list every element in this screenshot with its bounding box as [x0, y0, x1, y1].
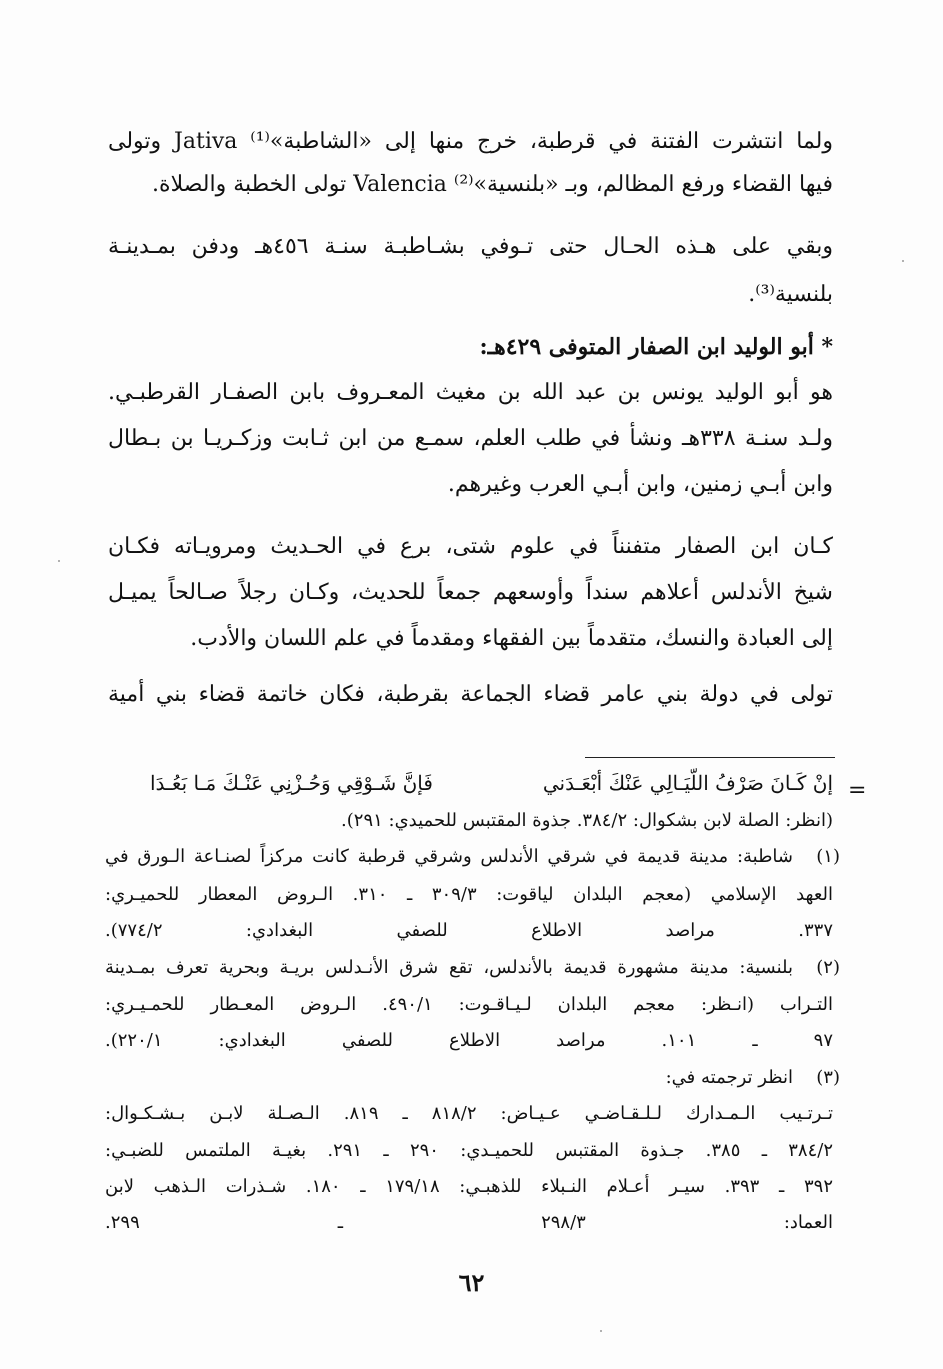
body-line: هو أبو الوليد يونس بن عبد الله بن مغيث المعـروف بابن الصفـار القرطبـي. — [108, 380, 833, 405]
scan-speck — [58, 560, 60, 562]
footnote-line: شاطبة: مدينة قديمة في شرقي الأندلس وشرقي قرطبة كانت مركزاً لصنـاعة الـورق في — [105, 846, 793, 867]
footnote-number: (١) — [816, 846, 840, 867]
continuation-mark: = — [848, 778, 867, 803]
footnote-line: التـراب (انـظر: معجم البلدان لـيـاقـوت: ٤٩٠/١. الـروض المعـطار للحمـيـري: — [105, 994, 833, 1015]
footnote-line: العهد الإسلامي (معجم البلدان لياقوت: ٣٠٩/٣ ـ ٣١٠. الـروض المعطار للحميـري: — [105, 884, 834, 905]
poem-reference: (انظر: الصلة لابن بشكوال: ٣٨٤/٢. جذوة المقتبس للحميدي: ٢٩١). — [341, 810, 833, 831]
body-line: وبقي على هـذه الحـال حتى تـوفي بشـاطبـة سنـة ٤٥٦هـ ودفن بمـدينـة — [108, 234, 833, 259]
page-number: ٦٢ — [458, 1268, 485, 1297]
poem-hemistich-right: إنْ كَـانَ صَرْفُ اللّيَـالِي عَنْكَ أبْعَـدَني — [542, 771, 833, 795]
body-line: ولـد سنـة ٣٣٨هـ ونشأ في طلب العلم، سمـع من ابن ثـابت وزكـريـا بن بـطال — [108, 426, 833, 451]
poem-hemistich-left: فَإنَّ شَـوْقِي وَحُـزْنِي عَنْـكَ مَـا بَعُـدَا — [150, 771, 433, 795]
body-line: شيخ الأندلس أعلاهم سنداً وأوسعهم جمعاً للحديث، وكـان رجلاً صـالحاً يميـل — [108, 580, 833, 605]
footnote-number: (٢) — [816, 957, 840, 978]
footnote-line: تـرتـيب الـمـدارك لـلـقـاضـي عـيـاض: ٨١٨/٢ ـ ٨١٩. الـصـلة لابـن بـشـكـوال: — [105, 1103, 834, 1124]
body-line: كـان ابن الصفار متفنناً في علوم شتى، برع في الحـديث ومرويـاته فكـان — [108, 534, 833, 559]
scan-speck — [902, 260, 904, 262]
footnote-line: ٣٩٢ ـ ٣٩٣. سيـر أعـلام النـبلاء للذهبـي: ١٧٩/١٨ ـ ١٨٠. شـذرات الـذهب لابن — [105, 1176, 834, 1197]
footnote-line: ٣٣٧. مراصد الاطلاع للصفي البغدادي: ٧٧٤/٢). — [105, 920, 833, 941]
body-line: بلنسية⁽³⁾. — [748, 282, 833, 307]
body-line: تولى في دولة بني عامر قضاء الجماعة بقرطبة، فكان خاتمة قضاء بني أمية — [108, 682, 833, 707]
section-heading: * أبو الوليد ابن الصفار المتوفى ٤٢٩هـ: — [479, 334, 833, 360]
footnote-line: بلنسية: مدينة مشهورة قديمة بالأندلس، تقع شرق الأنـدلس بريـة وبحرية تعرف بمـدينة — [105, 957, 793, 978]
scan-speck — [600, 1330, 602, 1332]
body-line: ولما انتشرت الفتنة في قرطبة، خرج منها إلى «الشاطبة»⁽¹⁾ Jativa وتولى — [108, 129, 834, 154]
footnote-line: العماد: ٢٩٨/٣ ـ ٢٩٩. — [105, 1212, 833, 1233]
body-line: وابن أبـي زمنين، وابن أبـي العرب وغيرهم. — [447, 472, 833, 497]
body-line: إلى العبادة والنسك، متقدماً بين الفقهاء ومقدماً في علم اللسان والأدب. — [190, 626, 833, 651]
footnote-line: ٣٨٤/٢ ـ ٣٨٥. جـذوة المقتبس للحميـدي: ٢٩٠ ـ ٢٩١. بغيـة الملتمس للضبـي: — [105, 1140, 833, 1161]
body-line: فيها القضاء ورفع المظالم، وبـ «بلنسية»⁽²⁾ Valencia تولى الخطبة والصلاة. — [152, 172, 833, 197]
footnote-number: (٣) — [816, 1067, 840, 1088]
footnote-separator — [585, 757, 835, 758]
footnote-intro: انظر ترجمته في: — [665, 1067, 793, 1088]
footnote-line: ٩٧ ـ ١٠١. مراصد الاطلاع للصفي البغدادي: ٢٢٠/١). — [105, 1030, 834, 1051]
